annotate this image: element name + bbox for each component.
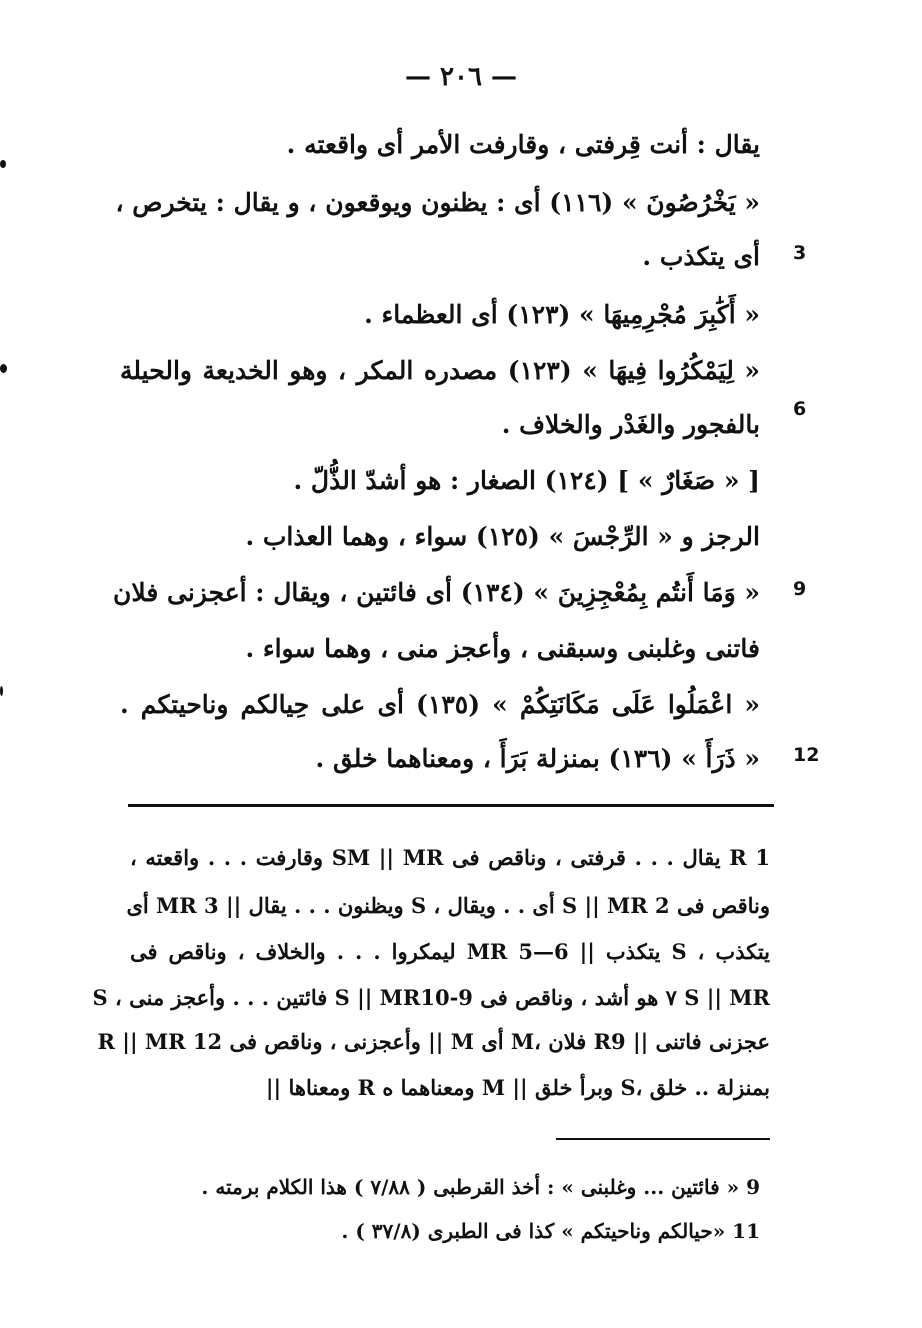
text-line: يقال : أنت قِرفتى ، وقارفت الأمر أى واقعته . [286,130,760,159]
text-line: « ذَرَأَ » (١٣٦) بمنزلة بَرَأَ ، ومعناهما خلق . [315,744,760,773]
footnote-divider [128,804,774,807]
apparatus-line: R 1 يقال . . . قرفتى ، وناقص فى SM || MR وقارفت . . . واقعته ، [130,845,770,870]
notes-divider [556,1138,770,1140]
text-line: بالفجور والغَدْر والخلاف . [501,410,760,439]
note-line: 11 «حيالكم وناحيتكم » كذا فى الطبرى (٣٧/٨ ) . [341,1219,760,1243]
apparatus-line: يتكذب ، S يتكذب || MR 5—6 ليمكروا . . . والخلاف ، وناقص فى [130,939,771,964]
text-line: فاتنى وغلبنى وسبقنى ، وأعجز منى ، وهما سواء . [245,634,760,663]
line-number: 3 [793,242,807,264]
apparatus-line: عجزنى فاتنى || R9 فلان ،M أى M || وأعجزنى ، وناقص فى R || MR 12 [97,1029,770,1054]
text-line: « يَخْرُصُونَ » (١١٦) أى : يظنون ويوقعون ، و يقال : يتخرص ، [115,188,760,217]
line-number: 9 [793,578,807,600]
note-line: 9 « فائتين ... وغلبنى » : أخذ القرطبى ( ٧/٨٨ ) هذا الكلام برمته . [201,1175,760,1199]
margin-mark [0,686,3,696]
text-line: [ « صَغَارٌ » ] (١٢٤) الصغار : هو أشدّ الذُّلّ . [293,466,760,495]
text-line: أى يتكذب . [642,242,760,271]
margin-mark [0,364,7,373]
apparatus-line: بمنزلة .. خلق ،S وبرأ خلق || M ومعناهما ه R ومعناها || [265,1075,770,1100]
text-line: « لِيَمْكُرُوا فِيهَا » (١٢٣) مصدره المكر ، وهو الخديعة والحيلة [120,356,761,385]
line-number: 6 [793,398,807,420]
text-line: « وَمَا أَنتُم بِمُعْجِزِينَ » (١٣٤) أى فائتين ، ويقال : أعجزنى فلان [113,578,760,607]
apparatus-line: وناقص فى S || MR 2 أى . . ويقال ، S ويظنون . . . يقال || MR 3 أى [126,893,770,918]
apparatus-line: S || MR ٧ هو أشد ، وناقص فى S || MR10-9 فائتين . . . وأعجز منى ، S [92,985,770,1010]
text-line: « أَكَٰبِرَ مُجْرِمِيهَا » (١٢٣) أى العظماء . [364,300,760,329]
text-line: « اعْمَلُوا عَلَى مَكَانَتِكُمْ » (١٣٥) أى على حِيالكم وناحيتكم . [120,690,761,719]
page-number: — ٢٠٦ — [404,62,518,92]
text-line: الرجز و « الرِّجْسَ » (١٢٥) سواء ، وهما العذاب . [245,522,760,551]
margin-mark [0,160,6,168]
line-number: 12 [793,744,820,766]
